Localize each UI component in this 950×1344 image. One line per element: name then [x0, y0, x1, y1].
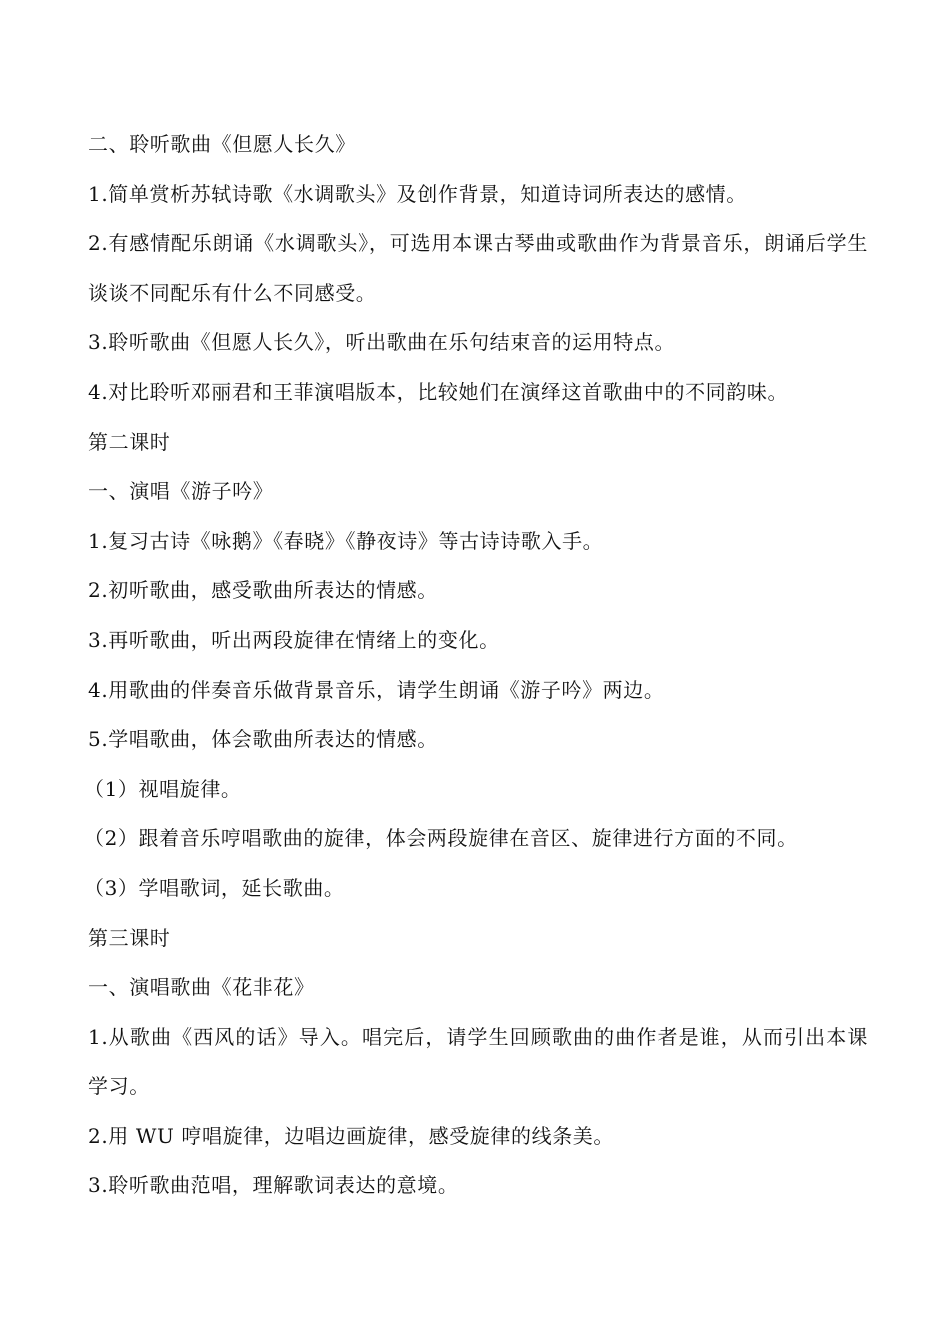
paragraph-item-4: 4.对比聆听邓丽君和王菲演唱版本，比较她们在演绎这首歌曲中的不同韵味。 [88, 379, 789, 404]
paragraph-item-11: 2.用 WU 哼唱旋律，边唱边画旋律，感受旋律的线条美。 [88, 1123, 615, 1148]
paragraph-item-3: 3.聆听歌曲《但愿人长久》，听出歌曲在乐句结束音的运用特点。 [88, 330, 676, 355]
paragraph-item-2: 2.有感情配乐朗诵《水调歌头》，可选用本课古琴曲或歌曲作为背景音乐，朗诵后学生谈谈不同配乐有什么不同感受。 [88, 231, 868, 305]
sub-item-1: （1）视唱旋律。 [84, 776, 242, 801]
paragraph-item-12: 3.聆听歌曲范唱，理解歌词表达的意境。 [88, 1173, 459, 1198]
paragraph-item-10: 1.从歌曲《西风的话》导入。唱完后，请学生回顾歌曲的曲作者是谁，从而引出本课学习。 [88, 1024, 868, 1099]
section-heading-listen-song: 二、聆听歌曲《但愿人长久》 [88, 132, 356, 156]
paragraph-item-9: 5.学唱歌曲，体会歌曲所表达的情感。 [88, 727, 438, 752]
sub-item-3: （3）学唱歌词，延长歌曲。 [84, 875, 345, 900]
section-heading-sing-huafeihua: 一、演唱歌曲《花非花》 [88, 975, 315, 1000]
paragraph-item-5: 1.复习古诗《咏鹅》《春晓》《静夜诗》等古诗诗歌入手。 [88, 528, 604, 553]
lesson-heading-2: 第二课时 [88, 429, 171, 454]
paragraph-item-7: 3.再听歌曲，听出两段旋律在情绪上的变化。 [88, 627, 500, 652]
paragraph-item-8: 4.用歌曲的伴奏音乐做背景音乐，请学生朗诵《游子吟》两边。 [88, 677, 665, 702]
document-body [84, 120, 868, 1211]
paragraph-item-1: 1.简单赏析苏轼诗歌《水调歌头》及创作背景，知道诗词所表达的感情。 [88, 181, 747, 206]
sub-item-2: （2）跟着音乐哼唱歌曲的旋律，体会两段旋律在音区、旋律进行方面的不同。 [84, 826, 798, 851]
lesson-heading-3: 第三课时 [88, 925, 171, 950]
section-heading-sing-youziyin: 一、演唱《游子吟》 [88, 479, 274, 504]
paragraph-item-6: 2.初听歌曲，感受歌曲所表达的情感。 [88, 578, 438, 603]
